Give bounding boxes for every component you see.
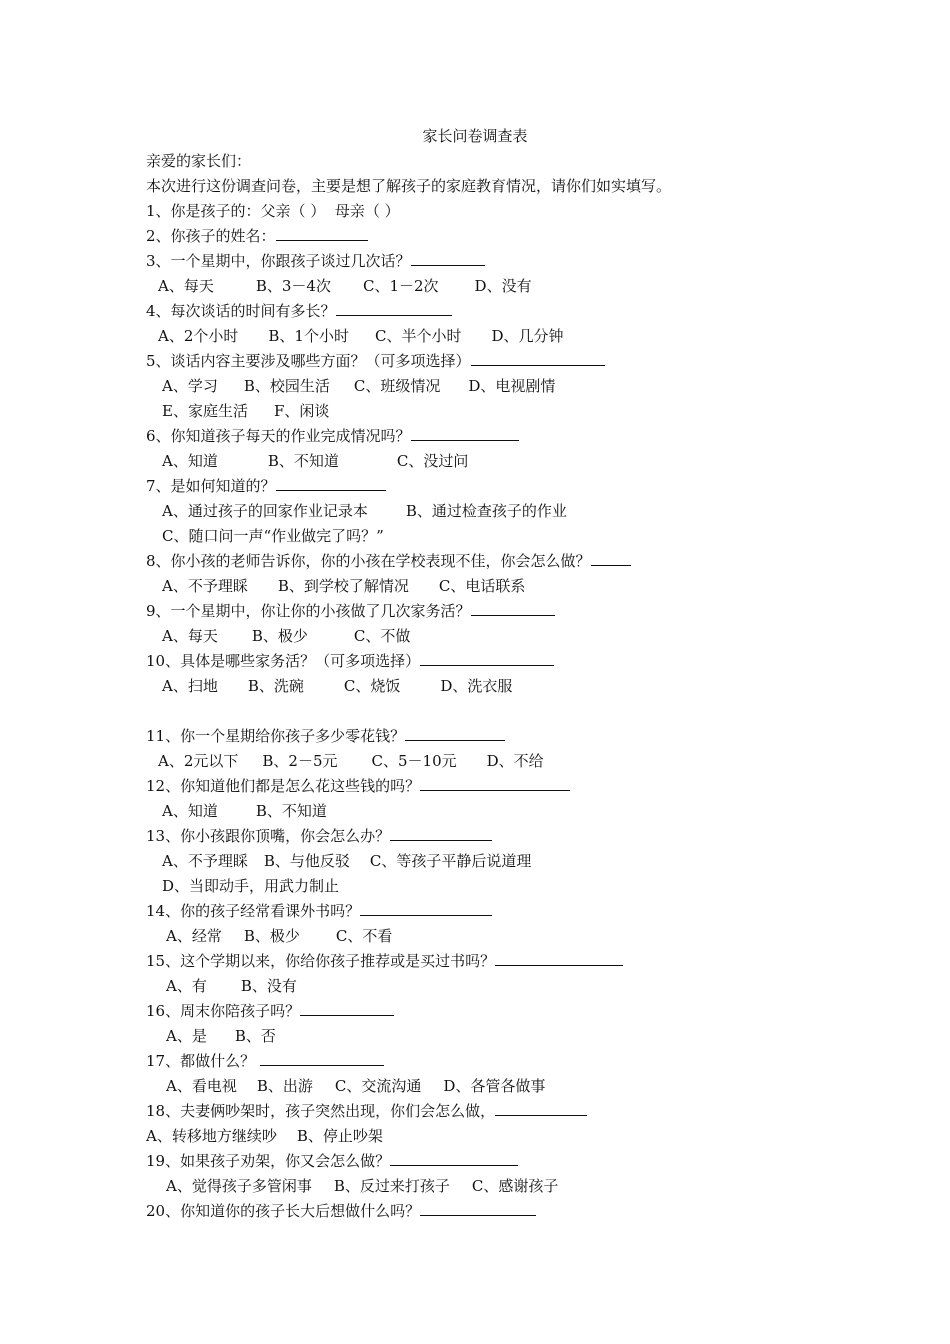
option-text: C、半个小时 <box>374 327 462 345</box>
option-text: D、洗衣服 <box>440 677 513 695</box>
answer-blank[interactable] <box>495 949 623 966</box>
option-line <box>162 374 555 399</box>
option-line <box>162 799 327 824</box>
option-text: C、5－10元 <box>371 752 457 770</box>
question-text: 14、你的孩子经常看课外书吗？ <box>146 902 361 920</box>
option-text: B、2－5元 <box>262 752 338 770</box>
question-text: 18、夫妻俩吵架时，孩子突然出现，你们会怎么做， <box>146 1102 496 1120</box>
question-line <box>146 1049 384 1074</box>
page-title: 家长问卷调查表 <box>422 127 528 145</box>
option-line <box>162 574 525 599</box>
option-line <box>158 324 563 349</box>
option-text: B、通过检查孩子的作业 <box>405 502 567 520</box>
question-line <box>146 199 400 224</box>
option-text: B、极少 <box>251 627 308 645</box>
option-text: A、每天 <box>158 277 214 295</box>
option-text: C、电话联系 <box>438 577 526 595</box>
option-text: A、2元以下 <box>158 752 239 770</box>
option-text: C、烧饭 <box>343 677 401 695</box>
answer-blank[interactable] <box>276 474 386 491</box>
option-text: C、感谢孩子 <box>471 1177 559 1195</box>
question-text: 3、一个星期中，你跟孩子谈过几次话？ <box>146 252 411 270</box>
question-text: 15、这个学期以来，你给你孩子推荐或是买过书吗？ <box>146 952 496 970</box>
greeting: 亲爱的家长们： <box>146 152 252 170</box>
answer-blank[interactable] <box>411 249 485 266</box>
answer-blank[interactable] <box>471 599 555 616</box>
question-line <box>146 774 570 799</box>
option-text: B、与他反驳 <box>263 852 350 870</box>
option-line <box>162 524 384 549</box>
answer-blank[interactable] <box>411 424 519 441</box>
option-text: D、没有 <box>474 277 532 295</box>
question-line <box>146 474 386 499</box>
option-text: C、不看 <box>335 927 393 945</box>
option-line <box>162 449 468 474</box>
option-text: B、停止吵架 <box>296 1127 383 1145</box>
option-text: B、极少 <box>243 927 300 945</box>
option-text: C、班级情况 <box>353 377 441 395</box>
option-text: B、不知道 <box>267 452 339 470</box>
option-text: C、等孩子平静后说道理 <box>369 852 532 870</box>
answer-blank[interactable] <box>591 549 631 566</box>
question-text: 6、你知道孩子每天的作业完成情况吗？ <box>146 427 411 445</box>
question-line <box>146 299 452 324</box>
question-text: 20、你知道你的孩子长大后想做什么吗？ <box>146 1202 421 1220</box>
intro-text: 本次进行这份调查问卷，主要是想了解孩子的家庭教育情况，请你们如实填写。 <box>146 177 672 195</box>
question-text: 4、每次谈话的时间有多长？ <box>146 302 336 320</box>
option-text: A、扫地 <box>162 677 218 695</box>
option-text: D、不给 <box>486 752 544 770</box>
option-line <box>158 749 544 774</box>
answer-blank[interactable] <box>495 1099 587 1116</box>
option-text: A、不予理睬 <box>162 852 248 870</box>
option-text: A、经常 <box>166 927 222 945</box>
question-line <box>146 424 519 449</box>
question-text: 17、都做什么？ <box>146 1052 260 1070</box>
question-text: 8、你小孩的老师告诉你，你的小孩在学校表现不佳，你会怎么做？ <box>146 552 591 570</box>
question-line <box>146 249 485 274</box>
option-line <box>162 399 329 424</box>
question-text: 11、你一个星期给你孩子多少零花钱？ <box>146 727 406 745</box>
option-text: A、有 <box>166 977 207 995</box>
option-text: A、转移地方继续吵 <box>146 1127 277 1145</box>
answer-blank[interactable] <box>471 349 605 366</box>
question-text: 19、如果孩子劝架，你又会怎么做？ <box>146 1152 391 1170</box>
option-line <box>158 274 532 299</box>
option-line <box>162 499 567 524</box>
option-line <box>162 849 531 874</box>
option-text: B、校园生活 <box>243 377 330 395</box>
answer-blank[interactable] <box>390 824 492 841</box>
option-text: F、闲谈 <box>273 402 330 420</box>
option-text: D、电视剧情 <box>468 377 556 395</box>
answer-blank[interactable] <box>260 1049 384 1066</box>
answer-blank[interactable] <box>420 649 554 666</box>
option-text: C、没过问 <box>396 452 469 470</box>
answer-blank[interactable] <box>300 999 394 1016</box>
question-line <box>146 549 631 574</box>
option-text: B、否 <box>234 1027 276 1045</box>
option-line <box>166 1024 276 1049</box>
option-text: A、看电视 <box>166 1077 237 1095</box>
option-text: A、2个小时 <box>158 327 239 345</box>
option-text: A、是 <box>166 1027 207 1045</box>
option-text: B、没有 <box>240 977 297 995</box>
option-line <box>162 874 339 899</box>
question-line <box>146 224 368 249</box>
question-text: 12、你知道他们都是怎么花这些钱的吗？ <box>146 777 421 795</box>
answer-blank[interactable] <box>360 899 492 916</box>
question-line <box>146 724 505 749</box>
question-line <box>146 1199 536 1224</box>
question-text: 9、一个星期中，你让你的小孩做了几次家务活？ <box>146 602 471 620</box>
answer-blank[interactable] <box>336 299 452 316</box>
question-line <box>146 949 623 974</box>
option-text: C、1－2次 <box>362 277 439 295</box>
question-line <box>146 824 492 849</box>
answer-blank[interactable] <box>276 224 368 241</box>
question-line <box>146 899 492 924</box>
question-line <box>146 999 394 1024</box>
question-line <box>146 649 554 674</box>
option-line <box>162 624 410 649</box>
answer-blank[interactable] <box>390 1149 518 1166</box>
option-text: D、几分钟 <box>491 327 564 345</box>
option-text: D、当即动手，用武力制止 <box>162 877 340 895</box>
option-text: C、交流沟通 <box>334 1077 422 1095</box>
question-text: 2、你孩子的姓名： <box>146 227 276 245</box>
option-text: C、随口问一声“作业做完了吗？” <box>162 527 384 545</box>
option-text: D、各管各做事 <box>443 1077 546 1095</box>
option-text: B、洗碗 <box>247 677 304 695</box>
question-line <box>146 599 555 624</box>
option-text: A、不予理睬 <box>162 577 248 595</box>
answer-blank[interactable] <box>405 724 505 741</box>
option-text: A、知道 <box>162 452 218 470</box>
question-text: 1、你是孩子的：父亲（ ） 母亲（ ） <box>146 202 400 220</box>
option-text: A、通过孩子的回家作业记录本 <box>162 502 368 520</box>
option-line <box>166 1174 558 1199</box>
option-text: B、反过来打孩子 <box>333 1177 450 1195</box>
option-text: B、3－4次 <box>255 277 331 295</box>
answer-blank[interactable] <box>420 774 570 791</box>
option-text: B、1个小时 <box>268 327 349 345</box>
question-line <box>146 349 605 374</box>
option-text: C、不做 <box>353 627 411 645</box>
option-line <box>166 1074 545 1099</box>
option-text: E、家庭生活 <box>162 402 248 420</box>
option-line <box>146 1124 383 1149</box>
question-text: 13、你小孩跟你顶嘴，你会怎么办？ <box>146 827 391 845</box>
option-text: A、每天 <box>162 627 218 645</box>
question-line <box>146 1099 587 1124</box>
option-line <box>162 674 512 699</box>
option-text: B、不知道 <box>255 802 327 820</box>
option-text: A、觉得孩子多管闲事 <box>166 1177 312 1195</box>
question-text: 10、具体是哪些家务活？（可多项选择） <box>146 652 421 670</box>
option-text: B、到学校了解情况 <box>277 577 409 595</box>
question-line <box>146 1149 518 1174</box>
option-line <box>166 974 297 999</box>
question-text: 7、是如何知道的？ <box>146 477 276 495</box>
question-text: 16、周末你陪孩子吗？ <box>146 1002 301 1020</box>
option-text: A、知道 <box>162 802 218 820</box>
option-text: A、学习 <box>162 377 218 395</box>
option-text: B、出游 <box>256 1077 313 1095</box>
question-text: 5、谈话内容主要涉及哪些方面？（可多项选择） <box>146 352 471 370</box>
option-line <box>166 924 392 949</box>
answer-blank[interactable] <box>420 1199 536 1216</box>
